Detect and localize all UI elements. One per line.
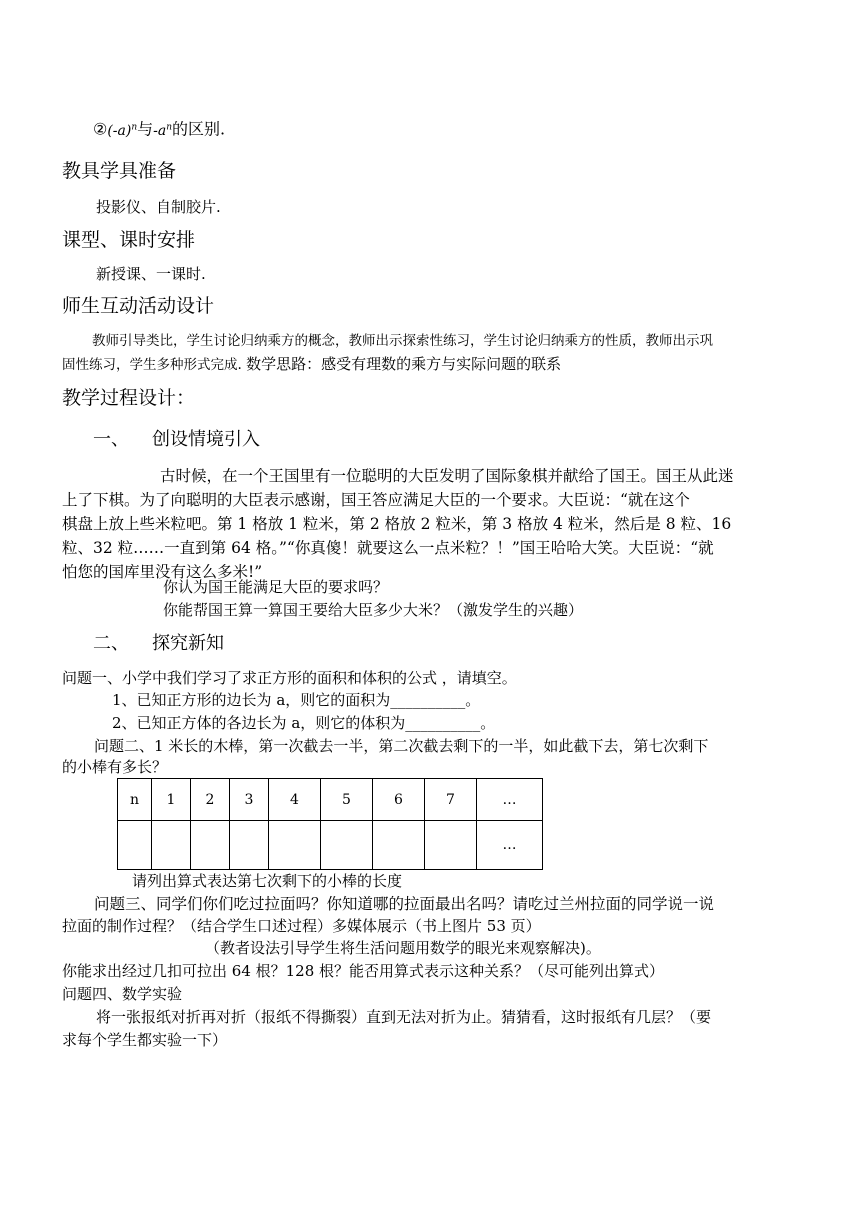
table-cell: 6 bbox=[373, 779, 425, 821]
table-cell bbox=[230, 821, 269, 870]
lesson-type-text: 新授课、一课时. bbox=[96, 265, 206, 283]
table-cell: 2 bbox=[191, 779, 230, 821]
table-caption: 请列出算式表达第七次剩下的小棒的长度 bbox=[132, 872, 403, 890]
problem4-heading: 问题四、数学实验 bbox=[62, 985, 183, 1003]
table-row bbox=[118, 821, 543, 870]
question-2: 你能帮国王算一算国王要给大臣多少大米？（激发学生的兴趣） bbox=[163, 601, 584, 619]
table-cell: 7 bbox=[425, 779, 477, 821]
heading-process: 教学过程设计： bbox=[62, 387, 196, 409]
table-cell bbox=[118, 821, 152, 870]
table-cell: 4 bbox=[269, 779, 321, 821]
table-cell: 1 bbox=[152, 779, 191, 821]
problem1-item-2: 2、已知正方体的各边长为 a，则它的体积为__________。 bbox=[112, 714, 496, 732]
math-expr-neg-a: $-a^n$ bbox=[153, 122, 173, 139]
intro-connector: 与 bbox=[137, 119, 154, 139]
story-line-4: 粒、32 粒……一直到第 64 格。”“你真傻！就要这么一点米粒？！”国王哈哈大笑。大臣说：“就 bbox=[62, 539, 714, 557]
halving-table bbox=[117, 778, 543, 870]
interaction-line-2: 固性练习，学生多种形式完成. 数学思路：感受有理数的乘方与实际问题的联系 bbox=[62, 355, 562, 373]
table-cell bbox=[152, 821, 191, 870]
question-1: 你认为国王能满足大臣的要求吗？ bbox=[163, 578, 389, 596]
interaction-line-1: 教师引导类比，学生讨论归纳乘方的概念，教师出示探索性练习，学生讨论归纳乘方的性质，教师出示巩 bbox=[92, 333, 713, 349]
circle-number: ② bbox=[93, 119, 108, 139]
table-cell: n bbox=[118, 779, 152, 821]
heading-interaction: 师生互动活动设计 bbox=[62, 295, 215, 317]
problem4-line-1: 将一张报纸对折再对折（报纸不得撕裂）直到无法对折为止。猜猜看，这时报纸有几层？（要 bbox=[96, 1008, 712, 1026]
part1-title: 创设情境引入 bbox=[152, 429, 260, 450]
problem3-line-1: 问题三、同学们你们吃过拉面吗？你知道哪的拉面最出名吗？请吃过兰州拉面的同学说一说 bbox=[94, 895, 715, 913]
problem3-line-2: 拉面的制作过程？（结合学生口述过程）多媒体展示（书上图片 53 页） bbox=[62, 917, 541, 935]
table-cell bbox=[373, 821, 425, 870]
table-cell bbox=[425, 821, 477, 870]
heading-lesson-type: 课型、课时安排 bbox=[62, 229, 196, 251]
story-line-1: 古时候，在一个王国里有一位聪明的大臣发明了国际象棋并献给了国王。国王从此迷 bbox=[160, 467, 734, 485]
table-cell: … bbox=[477, 821, 543, 870]
problem4-line-2: 求每个学生都实验一下） bbox=[62, 1031, 228, 1049]
table-row bbox=[118, 779, 543, 821]
tools-text: 投影仪、自制胶片. bbox=[96, 198, 221, 216]
intro-line bbox=[93, 117, 225, 141]
story-line-2: 上了下棋。为了向聪明的大臣表示感谢，国王答应满足大臣的一个要求。大臣说：“就在这个 bbox=[62, 491, 690, 509]
problem2-line-1: 问题二、1 米长的木棒，第一次截去一半，第二次截去剩下的一半，如此截下去，第七次剩下 bbox=[94, 737, 709, 755]
intro-tail: 的区别. bbox=[172, 119, 226, 139]
problem2-line-2: 的小棒有多长？ bbox=[62, 758, 168, 776]
table-cell: 5 bbox=[321, 779, 373, 821]
table-cell: … bbox=[477, 779, 543, 821]
problem1-text: 问题一、小学中我们学习了求正方形的面积和体积的公式 ，请填空。 bbox=[62, 669, 517, 687]
problem3-line-4: 你能求出经过几扣可拉出 64 根？128 根？能否用算式表示这种关系？（尽可能列出算式） bbox=[62, 962, 665, 980]
table-cell bbox=[269, 821, 321, 870]
story-line-5: 怕您的国库里没有这么多米!” bbox=[62, 563, 263, 581]
story-line-3: 棋盘上放上些米粒吧。第 1 格放 1 粒米，第 2 格放 2 粒米，第 3 格放 4 粒米，然后是 8 粒、16 bbox=[62, 515, 732, 533]
math-expr-neg-a-paren: $(-a)^n$ bbox=[107, 122, 138, 139]
table-cell: 3 bbox=[230, 779, 269, 821]
part2-title: 探究新知 bbox=[152, 633, 224, 654]
part1-number: 一、 bbox=[93, 429, 129, 450]
problem3-line-3: （教者设法引导学生将生活问题用数学的眼光来观察解决)。 bbox=[205, 939, 601, 957]
table-cell bbox=[191, 821, 230, 870]
problem1-item-1: 1、已知正方形的边长为 a，则它的面积为__________。 bbox=[112, 691, 481, 709]
part2-number: 二、 bbox=[93, 633, 129, 654]
table-cell bbox=[321, 821, 373, 870]
heading-tools: 教具学具准备 bbox=[62, 160, 177, 182]
